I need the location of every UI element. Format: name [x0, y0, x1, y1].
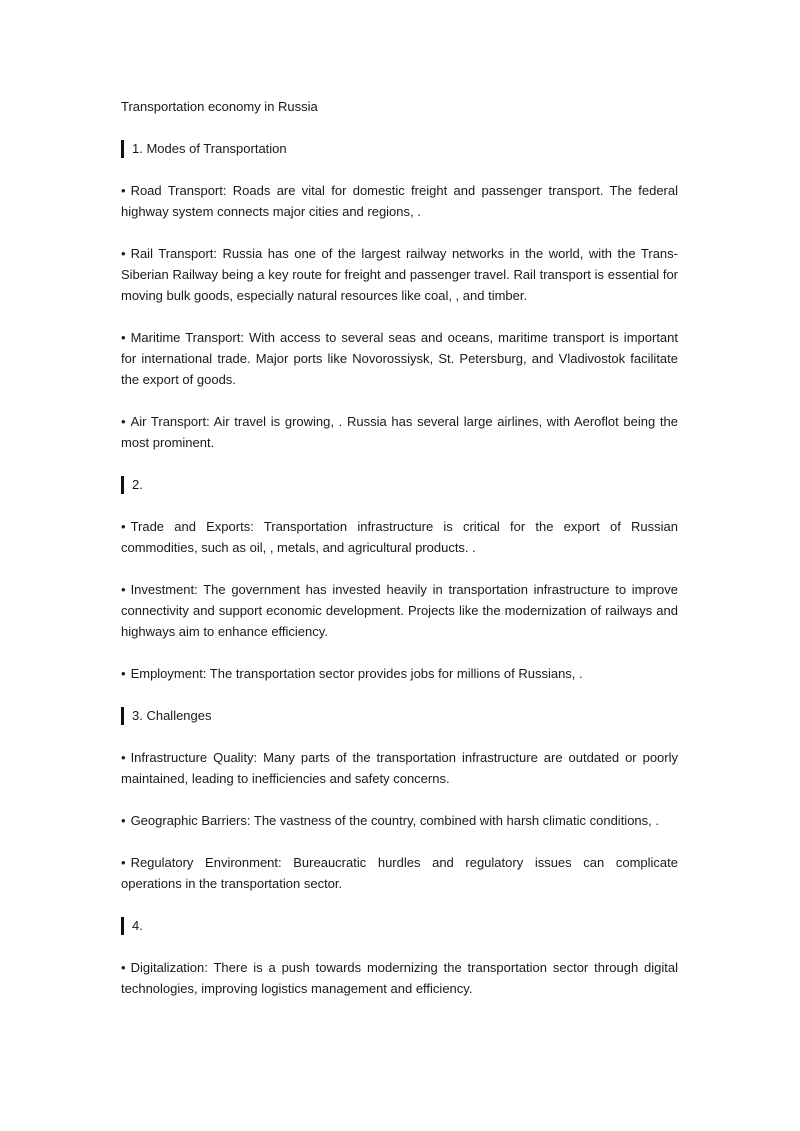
- bullet-text: Digitalization: There is a push towards modernizing the transportation sector through digital technologies, improving logistics management and efficiency.: [121, 960, 678, 996]
- bullet-text: Maritime Transport: With access to several seas and oceans, maritime transport is important for international trade. Major ports like Novorossiysk, St. Petersburg, and Vladivostok facilitate the export of goods.: [121, 330, 678, 387]
- document-title: Transportation economy in Russia: [121, 99, 318, 114]
- bullet-text: Investment: The government has invested heavily in transportation infrastructure to improve connectivity and support economic development. Projects like the modernization of railways and highways aim to enhance efficiency.: [121, 582, 678, 639]
- bullet-paragraph: [121, 180, 678, 222]
- bullet-icon: •: [121, 582, 126, 597]
- bullet-text: Air Transport: Air travel is growing, . Russia has several large airlines, with Aeroflot being the most prominent.: [121, 414, 678, 450]
- bullet-icon: •: [121, 330, 126, 345]
- bullet-paragraph: [121, 957, 678, 999]
- bullet-icon: •: [121, 960, 126, 975]
- bullet-paragraph: [121, 516, 678, 558]
- bullet-text: Infrastructure Quality: Many parts of the transportation infrastructure are outdated or poorly maintained, leading to inefficiencies and safety concerns.: [121, 750, 678, 786]
- section-heading-3: [121, 705, 678, 726]
- bullet-text: Employment: The transportation sector provides jobs for millions of Russians, .: [130, 666, 583, 681]
- section-heading-text: 4.: [132, 918, 143, 933]
- bullet-icon: •: [121, 855, 126, 870]
- bullet-text: Road Transport: Roads are vital for domestic freight and passenger transport. The federal highway system connects major cities and regions, .: [121, 183, 678, 219]
- bullet-icon: •: [121, 813, 126, 828]
- bullet-text: Trade and Exports: Transportation infrastructure is critical for the export of Russian commodities, such as oil, , metals, and agricultural products. .: [121, 519, 678, 555]
- bullet-icon: •: [121, 183, 126, 198]
- bullet-paragraph: [121, 810, 678, 831]
- section-heading-4: [121, 915, 678, 936]
- bullet-text: Regulatory Environment: Bureaucratic hurdles and regulatory issues can complicate operations in the transportation sector.: [121, 855, 678, 891]
- section-heading-1: [121, 138, 678, 159]
- bullet-text: Rail Transport: Russia has one of the largest railway networks in the world, with the Trans-Siberian Railway being a key route for freight and passenger travel. Rail transport is essential for moving bulk goods, especially natural resources like coal, , and timber.: [121, 246, 678, 303]
- section-heading-2: [121, 474, 678, 495]
- bullet-icon: •: [121, 666, 126, 681]
- heading-marker-bar: [121, 707, 124, 725]
- heading-marker-bar: [121, 917, 124, 935]
- heading-marker-bar: [121, 476, 124, 494]
- bullet-text: Geographic Barriers: The vastness of the country, combined with harsh climatic conditions, .: [130, 813, 659, 828]
- section-heading-text: 3. Challenges: [132, 708, 212, 723]
- bullet-paragraph: [121, 243, 678, 306]
- section-heading-text: 2.: [132, 477, 143, 492]
- bullet-icon: •: [121, 414, 126, 429]
- bullet-icon: •: [121, 246, 126, 261]
- bullet-paragraph: [121, 747, 678, 789]
- document-page: [121, 96, 678, 999]
- section-heading-text: 1. Modes of Transportation: [132, 141, 287, 156]
- bullet-paragraph: [121, 411, 678, 453]
- heading-marker-bar: [121, 140, 124, 158]
- bullet-paragraph: [121, 327, 678, 390]
- bullet-paragraph: [121, 579, 678, 642]
- bullet-icon: •: [121, 519, 126, 534]
- bullet-icon: •: [121, 750, 126, 765]
- bullet-paragraph: [121, 663, 678, 684]
- bullet-paragraph: [121, 852, 678, 894]
